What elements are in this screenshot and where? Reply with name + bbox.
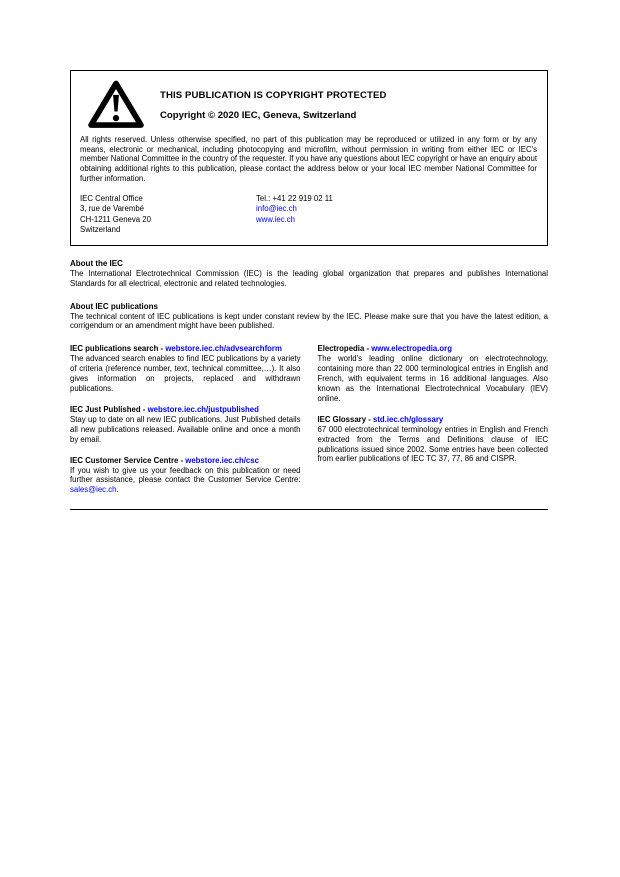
electropedia-link[interactable]: www.electropedia.org xyxy=(371,344,452,354)
just-published-link[interactable]: webstore.iec.ch/justpublished xyxy=(147,404,259,414)
copyright-title: THIS PUBLICATION IS COPYRIGHT PROTECTED xyxy=(160,90,387,101)
copyright-box-header xyxy=(80,80,537,129)
publications-search-label: IEC publications search - xyxy=(70,344,164,354)
sales-email-link[interactable]: sales@iec.ch xyxy=(70,485,117,495)
address-line: 3, rue de Varembé xyxy=(80,204,145,214)
resources-column-right xyxy=(318,344,549,506)
address-line: CH-1211 Geneva 20 xyxy=(80,214,151,224)
bottom-divider xyxy=(70,509,548,510)
resources-columns xyxy=(70,344,548,506)
about-iec-body: The International Electrotechnical Commission (IEC) is the leading global organization that prepares and publishes International Standards for all electrical, electronic and related technologies. xyxy=(70,268,548,288)
just-published-heading xyxy=(70,405,301,414)
about-publications-section xyxy=(70,302,548,332)
glossary-entry xyxy=(318,415,549,465)
copyright-subtitle: Copyright © 2020 IEC, Geneva, Switzerland xyxy=(160,110,357,121)
address-line: Switzerland xyxy=(80,224,121,234)
about-publications-body: The technical content of IEC publications is kept under constant review by the IEC. Please make sure that you have the latest edition, a corrigendum or an amendment might have been published. xyxy=(70,311,548,331)
glossary-label: IEC Glossary - xyxy=(317,414,371,424)
glossary-heading xyxy=(318,415,549,424)
customer-service-heading xyxy=(70,456,301,465)
publications-search-body: The advanced search enables to find IEC publications by a variety of criteria (reference number, text, technical committee,…). It also gives information on projects, replaced and withdrawn publications. xyxy=(70,354,301,394)
about-iec-heading: About the IEC xyxy=(70,258,123,268)
electropedia-body: The world's leading online dictionary on electrotechnology, containing more than 22 000 terminological entries in English and French, with equivalent terms in 16 additional languages. Also known as the International Electrotechnical Vocabulary (IEV) online. xyxy=(317,354,548,403)
just-published-entry xyxy=(70,405,301,445)
just-published-label: IEC Just Published - xyxy=(70,404,146,414)
address-block xyxy=(80,194,537,235)
publications-search-link[interactable]: webstore.iec.ch/advsearchform xyxy=(165,344,282,354)
customer-service-link[interactable]: webstore.iec.ch/csc xyxy=(185,455,259,465)
about-publications-heading: About IEC publications xyxy=(70,301,158,311)
about-iec-section xyxy=(70,259,548,289)
iec-postal-address xyxy=(80,194,256,235)
copyright-box xyxy=(70,70,548,246)
email-link[interactable]: info@iec.ch xyxy=(256,204,297,214)
customer-service-label: IEC Customer Service Centre - xyxy=(70,455,184,465)
electropedia-heading xyxy=(318,344,549,353)
phone-number: Tel.: +41 22 919 02 11 xyxy=(256,194,333,204)
resources-column-left xyxy=(70,344,301,506)
address-line: IEC Central Office xyxy=(80,194,143,204)
copyright-notice: All rights reserved. Unless otherwise specified, no part of this publication may be reproduced or utilized in any form or by any means, electronic or mechanical, including photocopying and microfilm, without permission in writing from either IEC or IEC's member National Committee in the country of the requester. If you have any questions about IEC copyright or have an enquiry about obtaining additional rights to this publication, please contact the address below or your local IEC member National Committee for further information. xyxy=(80,135,537,183)
customer-service-body-text: If you wish to give us your feedback on this publication or need further assistance, please contact the Customer Service Centre: xyxy=(70,465,301,485)
electropedia-label: Electropedia - xyxy=(317,344,370,354)
publications-search-entry xyxy=(70,344,301,394)
customer-service-entry xyxy=(70,456,301,496)
copyright-box-titles xyxy=(160,88,387,121)
customer-service-body-suffix: . xyxy=(116,485,119,495)
customer-service-body xyxy=(70,466,301,496)
iec-contact-details xyxy=(256,194,333,235)
website-link[interactable]: www.iec.ch xyxy=(256,214,295,224)
just-published-body: Stay up to date on all new IEC publications. Just Published details all new publications released. Available online and once a month by email. xyxy=(70,414,301,444)
glossary-body: 67 000 electrotechnical terminology entries in English and French extracted from the Terms and Definitions clause of IEC publications issued since 2002. Some entries have been collected from earlier publications of IEC TC 37, 77, 86 and CISPR. xyxy=(317,424,548,464)
publications-search-heading xyxy=(70,344,301,353)
warning-triangle-icon xyxy=(88,80,144,129)
electropedia-entry xyxy=(318,344,549,403)
glossary-link[interactable]: std.iec.ch/glossary xyxy=(372,414,444,424)
